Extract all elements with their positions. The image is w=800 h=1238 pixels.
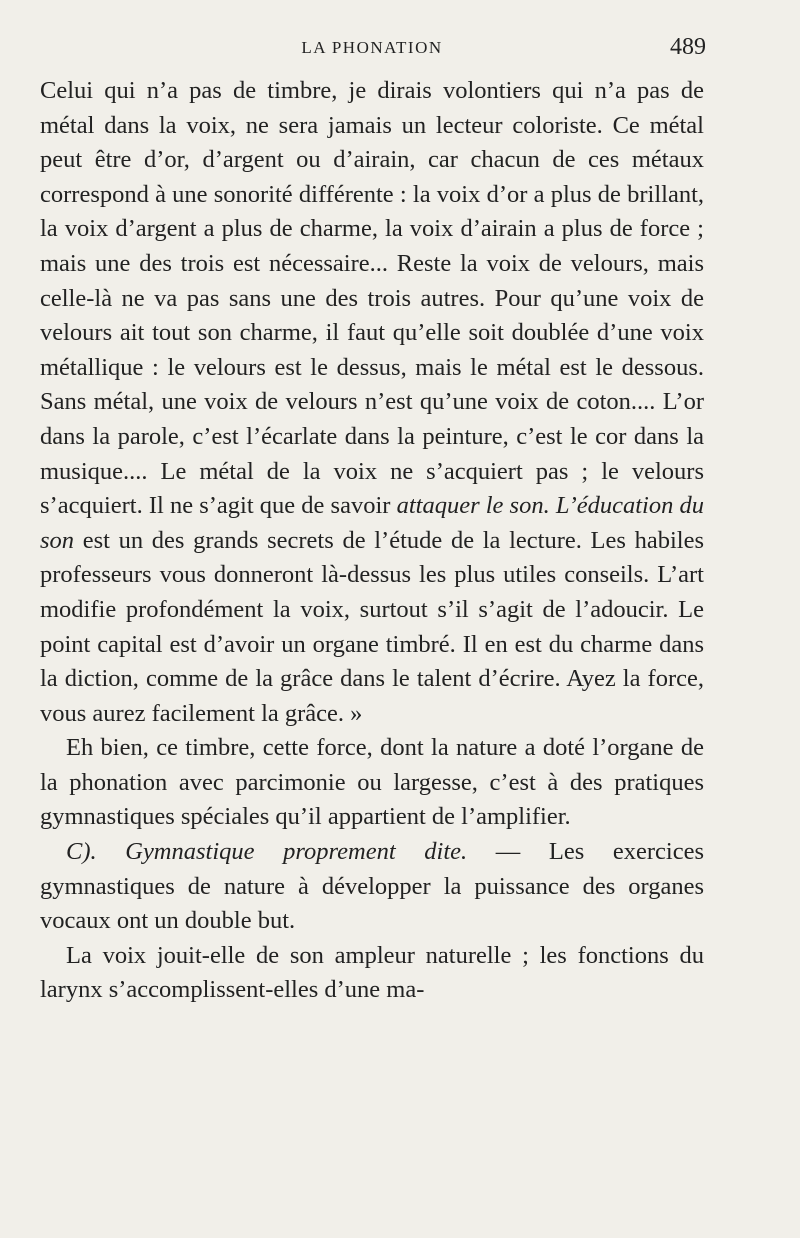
paragraph <box>40 74 704 731</box>
page-number: 489 <box>670 34 706 60</box>
body-text <box>40 74 704 1008</box>
paragraph <box>40 731 704 835</box>
italic-run: L’éducation du son <box>40 492 704 554</box>
section-heading: C). Gymnastique proprement dite. <box>66 838 468 866</box>
text-run: Celui qui n’a pas de timbre, je dirais volontiers qui n’a pas de métal dans la voix, ne sera jamais un lecteur coloriste. Ce métal peut être d’or, d’argent ou d’airain, car chacun de ces métaux correspond à une sonorité différente : la voix d’or a plus de brillant, la voix d’argent a plus de charme, la voix d’airain a plus de force ; mais une des trois est nécessaire... Reste la voix de velours, mais celle-là ne va pas sans une des trois autres. Pour qu’une voix de velours ait tout son charme, il faut qu’elle soit doublée d’une voix métallique : le velours est le dessus, mais le métal est le dessous. Sans métal, une voix de velours n’est qu’une voix de coton.... L’or dans la parole, c’est l’écarlate dans la peinture, c’est le cor dans la musique.... Le métal de la voix ne s’acquiert pas ; le velours s’acquiert. Il ne s’agit que de savoir <box>40 77 704 520</box>
paragraph <box>40 835 704 939</box>
text-run: est un des grands secrets de l’étude de la lecture. Les habiles professeurs vous donneront là-dessus les plus utiles conseils. L’art modifie profondément la voix, surtout s’il s’agit de l’adoucir. Le point capital est d’avoir un organe timbré. Il en est du charme dans la diction, comme de la grâce dans le talent d’écrire. Ayez la force, vous aurez facilement la grâce. » <box>40 526 704 727</box>
page-header <box>40 34 704 64</box>
text-run: Eh bien, ce timbre, cette force, dont la nature a doté l’organe de la phonation avec parcimonie ou largesse, c’est à des pratiques gymnastiques spéciales qu’il appartient de l’amplifier. <box>40 734 704 831</box>
running-title: LA PHONATION <box>301 38 443 57</box>
text-run: La voix jouit-elle de son ampleur naturelle ; les fonctions du larynx s’accomplissent-elles d’une ma- <box>40 941 704 1004</box>
italic-run: attaquer le son. <box>396 492 550 520</box>
text-run: — Les exercices gymnastiques de nature à développer la puissance des organes vocaux ont un double but. <box>40 838 704 935</box>
paragraph <box>40 939 704 1008</box>
